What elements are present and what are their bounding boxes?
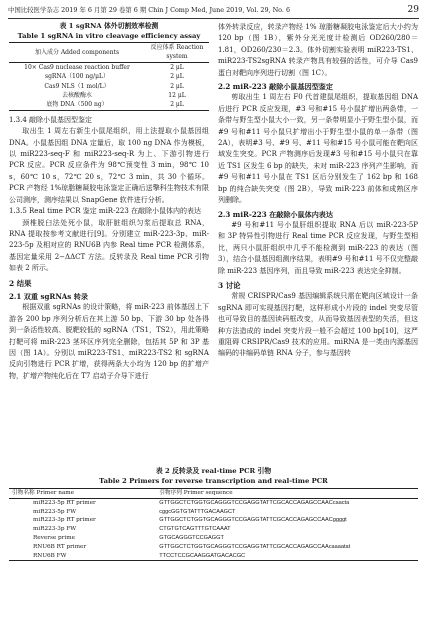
left-column	[9, 22, 209, 382]
section-3-heading: 3 讨论	[218, 280, 241, 290]
section-2-3-heading: 2.3 miR-223 在敲除小鼠体内表达	[218, 209, 333, 219]
primer-sequence: GTTGGCTCTGGTGCAGGGTCCGAGGTATTCGCACCAGAGCCAAcaaaatat	[159, 543, 351, 550]
section-1-3-5-heading: 1.3.5 Real time PCR 鉴定 miR-223 在敲除小鼠体内的表达	[9, 207, 202, 216]
table1-header-row	[9, 43, 209, 63]
table-row	[9, 82, 209, 91]
table-row	[9, 525, 418, 534]
table1-col2-header: 反应体系 Reaction system	[145, 43, 209, 63]
table1	[9, 42, 209, 111]
section-2-1-heading: 2.1 双重 sgRNAs 转录	[9, 291, 88, 301]
primer-name: miR223-3p FW	[33, 526, 77, 533]
table-row	[9, 534, 418, 543]
primer-name: miR223-5p RT primer	[33, 499, 96, 506]
table-row	[9, 72, 209, 81]
table-row	[9, 552, 418, 561]
table-row	[9, 91, 209, 100]
table-cell: 10× Cas9 nuclease reaction buffer	[24, 63, 130, 71]
page-number: 29	[407, 5, 419, 15]
table-row	[9, 100, 209, 110]
table1-col1-header: 加入成分 Added components	[9, 43, 145, 63]
table2-col1-header: 引物名称 Primer name	[9, 489, 156, 499]
section-2-3-body: #9 号和#11 号小鼠肝组织提取 RNA 后以 miR-223-5P 和 3P 特异性引物进行 Real time PCR 反应发现，与野生型相比，两只小鼠肝组织中几乎不能检测到 miR-223 的表达（图 3），结合小鼠基因组测序结果，表明#9 号和#11 号不仅完整敲除 miR-223 基因序列，而且导致 miR-223 表达完全抑制。	[218, 220, 418, 275]
primer-name: RNU6B FW	[9, 552, 156, 561]
journal-info: 中国比较医学杂志 2019 年 6 月第 29 卷第 6 期 Chin J Comp Med, June 2019, Vol. 29, No. 6	[8, 6, 291, 14]
table2-header-row	[9, 489, 418, 499]
table-cell: 去核酸酶水	[61, 92, 92, 100]
running-header	[8, 4, 419, 16]
primer-sequence: TTCCTCCGCAAGGATGACACGC	[156, 552, 418, 561]
section-2-heading: 2 结果	[9, 278, 32, 288]
table-cell: 2 μL	[170, 82, 184, 90]
table-cell: 2 μL	[145, 100, 209, 110]
continued-paragraph: 体外转录反应，转录产物经 1% 琼脂糖凝胶电泳鉴定后大小约为 120 bp（图 1B），紫外分光光度计检测后 OD260/280＝1.81，OD260/230＝2.3。体外切割实验表明 miR223-TS1、miR223-TS2sgRNA 转录产物具有较强的活性，可介导 Cas9 蛋白对靶向序列进行切割（图 1C）。	[218, 23, 418, 77]
primer-sequence: GTGCAGGGTCCGAGGT	[159, 534, 224, 541]
table-row	[9, 498, 418, 507]
primer-sequence: GTTGGCTCTGGTGCAGGGTCCGAGGTATTCGCACCAGAGCCAACggggt	[159, 517, 347, 524]
primer-name: miR223-3p RT primer	[33, 517, 96, 524]
right-column	[218, 22, 418, 360]
primer-sequence: cggcGGTGTATTTGACAAGCT	[159, 508, 236, 515]
section-1-3-4-body: 取出生 1 周左右新生小鼠尾组织，用上法提取小鼠基因组 DNA。小鼠基因组 DNA 定量后，取 100 ng DNA 作为模板，以 miR223-seq-F 和 miR223-seq-R 为上、下游引物进行 PCR 反应。PCR 反应条件为 98℃预变性 3 min，98℃ 10 s，60℃ 10 s，72℃ 20 s，72℃ 3 min，共 30 个循环。PCR 产物经 1%琼脂糖凝胶电泳鉴定正确后送擎科生物技术有限公司测序，测序结果以 SnapGene 软件进行分析。	[9, 127, 209, 204]
section-3-body: 常规 CRISPR/Cas9 基因编辑系统只需在靶向区域设计一条 sgRNA 即可实现基因打靶，这样形成小片段的 indel 突变尽管也可导致目的基因读码框改变，从而导致基因表型的失活，但这种方法造成的 indel 突变片段一般不会超过 100 bp[10]，这严重阻碍 CRSIPR/Cas9 技术的应用。miRNA 是一类由内源基因编码的非编码单链 RNA 分子，参与基因转	[218, 292, 418, 358]
table2-caption-cn: 表 2 反转录及 real-time PCR 引物	[155, 467, 272, 475]
section-2-1-body: 根据双重 sgRNAs 的设计策略，将 miR-223 前体基因上下游各 200 bp 序列分析后在其上游 50 bp、下游 30 bp 处各得到一条活性较高、脱靶较低的 sgRNA（TS1，TS2），用此策略打靶可将 miR-223 茎环区序列完全删除，包括其 5P 和 3P 基因（图 1A）。分别以 miR223-TS1、miR223-TS2 和 sgRNA 反向引物进行 PCR 扩增，获得两条大小均为 120 bp 的扩增产物，扩增产物纯化后在 T7 启动子介导下进行	[9, 303, 209, 380]
table-row	[9, 516, 418, 525]
table2-block	[9, 467, 418, 561]
section-2-2-heading: 2.2 miR-223 敲除小鼠基因型鉴定	[218, 82, 333, 92]
table2	[9, 488, 418, 561]
primer-sequence: GTTGGCTCTGGTGCAGGGTCCGAGGTATTCGCACCAGAGCCAACcaacta	[159, 499, 350, 506]
table-cell: sgRNA（100 ng/μL）	[45, 73, 109, 81]
table-row	[9, 508, 418, 517]
table-cell: Cas9 NLS（1 mol/L）	[44, 82, 110, 90]
table2-col2-header: 引物序列 Primer sequence	[156, 489, 418, 499]
table2-caption-en: Table 2 Primers for reverse transcription and real-time PCR	[99, 476, 328, 485]
table-cell: 12 μL	[168, 92, 186, 100]
primer-name: Reverse prime	[33, 534, 75, 541]
primer-name: miR223-5p FW	[33, 508, 77, 515]
section-1-3-5-body: 颈椎脱臼法处死小鼠，取肝脏组织匀浆后提取总 RNA，RNA 提取按参考文献进行[9]。分别建立 miR-223-3p、miR-223-5p 及相对应的 RNU6B 内参 Real time PCR 检测体系，基因定量采用 2−ΔΔCT 方法。反转录及 Real time PCR 引物如表 2 所示。	[9, 218, 209, 273]
header-rule	[8, 18, 419, 19]
table-cell: 2 μL	[170, 73, 184, 81]
section-1-3-4-heading: 1.3.4 敲除小鼠基因型鉴定	[9, 115, 93, 124]
section-2-2-body: 剪取出生 1 周左右 F0 代首建鼠尾组织，提取基因组 DNA 后进行 PCR 反应发现，#3 号和#15 号小鼠扩增出两条带，一条带与野生型小鼠大小一致，另一条带明显小于野生型小鼠，而#9 号和#11 号小鼠只扩增出小于野生型小鼠的单一条带（图 2A），表明#3 号、#9 号、#11 号和#15 号小鼠可能在靶向区域发生突变。PCR 产物测序后发现#3 号和#15 号小鼠只在靠近 TS1 区发生 6 bp 的缺失，未对 miR-223 序列产生影响，而#9 号和#11 号小鼠在 TS1 区后分别发生了 162 bp 和 168 bp 的纯合缺失突变（图 2B），导致 miR-223 前体和成熟区序列删除。	[218, 93, 418, 205]
table-row	[9, 543, 418, 552]
table-cell: 2 μL	[170, 63, 184, 71]
table-row	[9, 62, 209, 72]
table1-caption-cn: 表 1 sgRNA 体外切割效率检测	[59, 22, 159, 30]
primer-sequence: CTGTGTCAGTTTGTCAAAT	[159, 526, 231, 533]
table1-caption-en: Table 1 sgRNA in vitro cleavage efficiency assay	[17, 31, 201, 40]
primer-name: RNU6B RT primer	[33, 543, 87, 550]
table-cell: 底物 DNA（500 ng）	[9, 100, 145, 110]
